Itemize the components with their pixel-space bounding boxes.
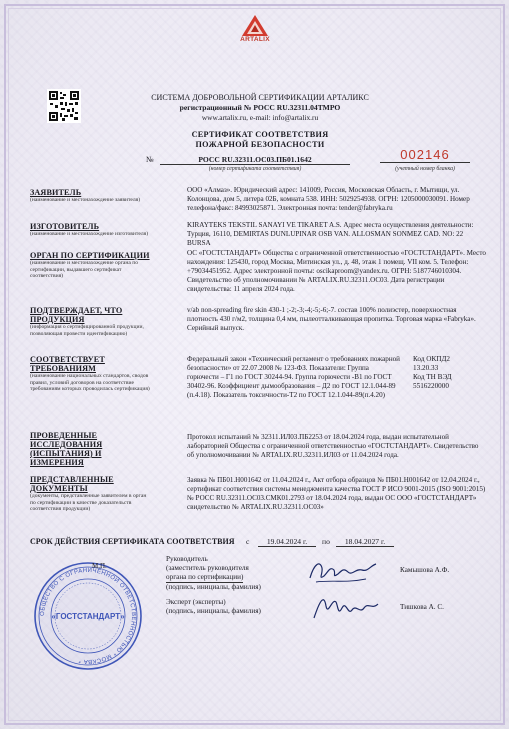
requirements-text: Федеральный закон «Технический регламент о требованиях пожарной безопасности» от 22.07.2008 № 123-ФЗ. Показатели: Группа горючести – Г1 по ГОСТ 30244-94. Группа горючести -В1 по ГОСТ 30402-96. Коэффициент дымообразования – Д2 по ГОСТ 12.1.044-89 (п.4.18). Показатель токсичности-Т2 по ГОСТ 12.1.044-89(п.4.20) [187, 355, 400, 399]
expert-signature-icon [310, 590, 380, 624]
manufacturer-text: KIRAYTEKS TEKSTIL SANAYI VE TIKARET A.S. Адрес места осуществления деятельности: Турция, 16110, DEMIRTAS DUNLUPINAR OSB VAN. ALLOSMAN SONMEZ CAD. NO: 22 BURSA [187, 221, 474, 247]
stamp-ring-text: ОБЩЕСТВО С ОГРАНИЧЕННОЙ ОТВЕТСТВЕННОСТЬЮ * МОСКВА * [39, 567, 137, 665]
product-text: v/ab non-spreading fire skin 430-1 ;-2;-3;-4;-5;-6;-7. состав 100% полиэстер, поверхностная плотность 430 г/м2, толщина 0,4 мм, пылеотталкивающая пропитка. Торговая марка «Fabryka». Серийный выпуск. [187, 306, 476, 332]
validity-to-date: 18.04.2027 г. [336, 537, 394, 547]
tests-label: ПРОВЕДЕННЫЕ ИССЛЕДОВАНИЯ (ИСПЫТАНИЯ) И ИЗМЕРЕНИЯ [30, 431, 103, 467]
manufacturer-label: ИЗГОТОВИТЕЛЬ [30, 222, 100, 231]
head-signature-icon [306, 556, 378, 588]
okpd2-label: Код ОКПД2 [413, 355, 450, 363]
header-registration: регистрационный № РОСС RU.32311.04ТМРО [179, 103, 341, 112]
logo-emblem-icon [235, 14, 275, 38]
head-signatory-block [166, 555, 306, 592]
stamp-center-text: «ГОСТСТАНДАРТ» [51, 612, 125, 621]
certificate-number-caption: (номер сертификата соответствия) [208, 166, 302, 172]
requirements-sublabel: (наименование национальных стандартов, сводов правил, условий договоров на соответствие требованиям которых проводилась сертификация) [30, 373, 150, 393]
okpd2-value: 13.20.33 [413, 364, 439, 372]
cert-body-text: ОС «ГОСТСТАНДАРТ» Общества с ограниченной ответственностью «ГОСТСТАНДАРТ». Место нахождения: 125430, город Москва, Митинская ул., д. 48, этаж 1 помещ. VII ком. 5. Телефон: +79034451952. Адрес электронной почты: oscikaproom@yandex.ru. ОГРН: 5187746010304. Свидетельство об уполномочивании № ARTALIX.RU.32311.ОС03. Дата регистрации свидетельства: 11 апреля 2024 года. [187, 249, 486, 293]
certificate-number: РОСС RU.32311.ОС03.ПБ01.1642 [160, 155, 350, 165]
validity-to-word: по [322, 537, 330, 546]
cert-body-label: ОРГАН ПО СЕРТИФИКАЦИИ [30, 251, 150, 260]
expert-title: Эксперт (эксперты) [166, 598, 226, 606]
product-codes [413, 355, 483, 391]
tests-label-block [30, 431, 150, 467]
certificate-title: СЕРТИФИКАТ СООТВЕТСТВИЯ [191, 130, 329, 139]
applicant-label: ЗАЯВИТЕЛЬ [30, 188, 82, 197]
requirements-label: СООТВЕТСТВУЕТ ТРЕБОВАНИЯМ [30, 355, 105, 373]
documents-label: ПРЕДСТАВЛЕННЫЕ ДОКУМЕНТЫ [30, 475, 114, 493]
header-contacts: www.artalix.ru, e-mail: info@artalix.ru [201, 113, 319, 122]
product-sublabel: (информация о сертифицированной продукции, позволяющая провести идентификацию) [30, 324, 144, 337]
logo-text: ARTALIX [240, 36, 270, 43]
documents-sublabel: (документы, представленные заявителем в орган по сертификации в качестве доказательств соответствия продукции) [30, 493, 147, 513]
artalix-logo [235, 14, 275, 42]
cert-body-sublabel: (наименование и местонахождение органа по сертификации, выдавшего сертификат соответствия) [30, 260, 139, 280]
head-sub1: (заместитель руководителя [166, 564, 249, 572]
validity-label: СРОК ДЕЙСТВИЯ СЕРТИФИКАТА СООТВЕТСТВИЯ [30, 537, 235, 546]
head-title: Руководитель [166, 555, 208, 563]
applicant-text: ООО «Алмаз». Юридический адрес: 141009, Россия, Московская Область, г. Мытищи, ул. Колонцова, дом 5, литера 02Б, комната 538. ИНН: 5029254938. ОГРН: 1205000030091. Номер телефона/факс: 84993025871. Электронная почта: tender@fabryka.ru [187, 186, 470, 212]
cert-body-label-block [30, 251, 150, 280]
blank-number: 002146 [380, 147, 470, 163]
certificate-subtitle: ПОЖАРНОЙ БЕЗОПАСНОСТИ [195, 140, 325, 149]
head-sub2: органа по сертификации) [166, 573, 244, 581]
tnved-label: Код ТН ВЭД [413, 373, 452, 381]
expert-sub: (подпись, инициалы, фамилия) [166, 607, 261, 615]
header-system-name: СИСТЕМА ДОБРОВОЛЬНОЙ СЕРТИФИКАЦИИ АРТАЛИКС [151, 93, 369, 102]
applicant-sublabel: (наименование и местонахождение заявителя) [30, 197, 141, 203]
validity-from-date: 19.04.2024 г. [258, 537, 316, 547]
head-sub3: (подпись, инициалы, фамилия) [166, 583, 261, 591]
tests-text: Протокол испытаний № 32311.ИЛ03.ПБ2253 от 18.04.2024 года, выдан испытательной лабораторией Общества с ограниченной ответственностью «ГОСТСТАНДАРТ». Свидетельство об уполномочивании № ARTALIX.RU.32311.ИЛ03 от 11.04.2024 года. [187, 433, 479, 459]
number-sign: № [146, 155, 154, 164]
documents-text: Заявка № ПБ01.Н001642 от 11.04.2024 г., Акт отбора образцов № ПБ01.Н001642 от 12.04.2024 г., сертификат соответствия системы менеджмента качества ГОСТ Р ИСО 9001-2015 (ISO 9001:2015) № РОСС RU.32311.ОС03.СМК01.2793 от 18.04.2024 года, выдан ОС ООО «ГОСТСТАНДАРТ» свидетельство № ARTALIX.RU.32311.ОС03» [187, 476, 486, 511]
documents-label-block [30, 475, 150, 513]
mp-label: М.П. [92, 562, 107, 570]
head-name: Камышова А.Ф. [400, 566, 450, 574]
qr-code-icon [47, 89, 81, 123]
manufacturer-label-block [30, 222, 150, 238]
blank-number-caption: (учетный номер бланка) [395, 166, 455, 172]
official-stamp [32, 560, 144, 672]
product-label: ПОДТВЕРЖДАЕТ, ЧТО ПРОДУКЦИЯ [30, 306, 123, 324]
tnved-value: 5516220000 [413, 382, 449, 390]
manufacturer-sublabel: (наименование и местонахождение изготовителя) [30, 231, 149, 237]
requirements-label-block [30, 355, 150, 393]
validity-from-word: с [246, 537, 250, 546]
applicant-label-block [30, 188, 150, 204]
expert-signatory-block [166, 598, 306, 616]
expert-name: Тишкова А. С. [400, 603, 444, 611]
product-label-block [30, 306, 150, 337]
